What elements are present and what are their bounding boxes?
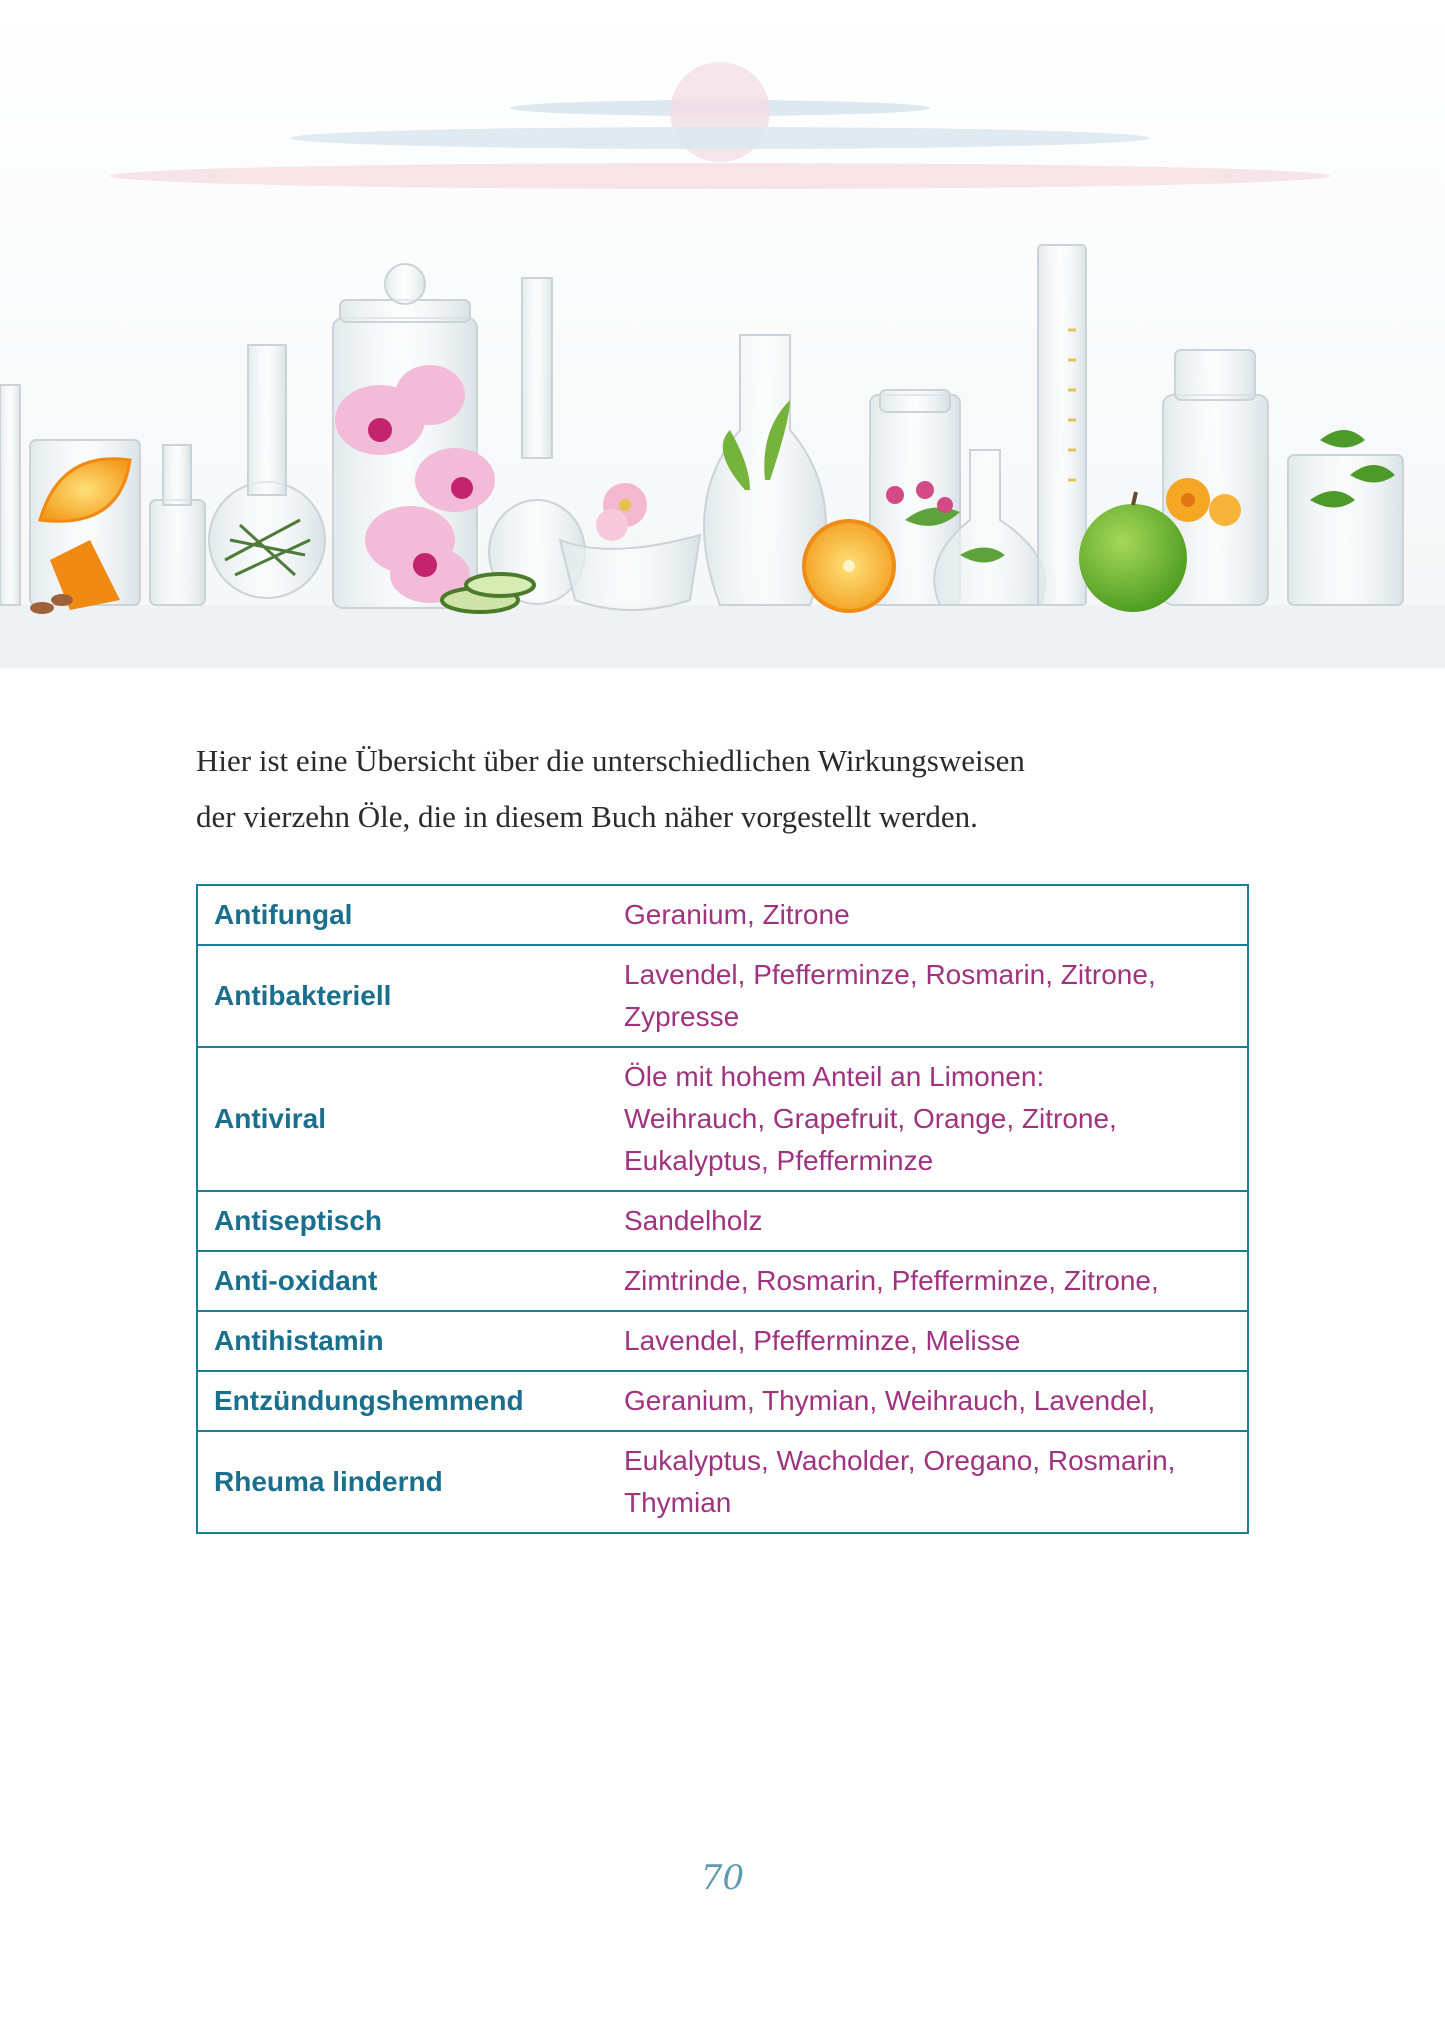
oils-line: Lavendel, Pfefferminze, Rosmarin, Zitrone, — [624, 959, 1156, 990]
table-row — [197, 885, 1248, 945]
intro-line-2: der vierzehn Öle, die in diesem Buch näher vorgestellt werden. — [196, 799, 978, 834]
intro-text — [196, 733, 1296, 845]
oils-cell — [600, 1371, 1248, 1431]
oils-line: Eukalyptus, Wacholder, Oregano, Rosmarin, — [624, 1445, 1176, 1476]
effect-cell: Anti-oxidant — [197, 1251, 600, 1311]
oils-line: Weihrauch, Grapefruit, Orange, Zitrone, — [624, 1103, 1117, 1134]
oils-line: Thymian — [624, 1487, 732, 1518]
oils-cell — [600, 1431, 1248, 1533]
table-row — [197, 1431, 1248, 1533]
effect-cell: Antihistamin — [197, 1311, 600, 1371]
oils-line: Eukalyptus, Pfefferminze — [624, 1145, 934, 1176]
effects-table-body — [197, 885, 1248, 1533]
oils-line: Geranium, Zitrone — [624, 899, 850, 930]
table-row — [197, 1191, 1248, 1251]
page-number: 70 — [700, 1858, 745, 1898]
oils-line: Öle mit hohem Anteil an Limonen: — [624, 1061, 1045, 1092]
effects-table — [196, 884, 1249, 1534]
effect-cell: Antibakteriell — [197, 945, 600, 1047]
intro-line-1: Hier ist eine Übersicht über die unterschiedlichen Wirkungsweisen — [196, 743, 1025, 778]
oils-line: Lavendel, Pfefferminze, Melisse — [624, 1325, 1021, 1356]
table-row — [197, 1251, 1248, 1311]
oils-cell — [600, 1251, 1248, 1311]
oils-cell — [600, 1047, 1248, 1191]
oils-cell — [600, 885, 1248, 945]
table-row — [197, 1311, 1248, 1371]
effect-cell: Entzündungshemmend — [197, 1371, 600, 1431]
table-row — [197, 1047, 1248, 1191]
effect-cell: Antiseptisch — [197, 1191, 600, 1251]
oils-line: Zimtrinde, Rosmarin, Pfefferminze, Zitrone, — [624, 1265, 1159, 1296]
oils-line: Geranium, Thymian, Weihrauch, Lavendel, — [624, 1385, 1156, 1416]
oils-cell — [600, 945, 1248, 1047]
hero-image — [0, 0, 1445, 668]
table-row — [197, 1371, 1248, 1431]
table-row — [197, 945, 1248, 1047]
effect-cell: Antifungal — [197, 885, 600, 945]
oils-line: Sandelholz — [624, 1205, 763, 1236]
oils-cell — [600, 1311, 1248, 1371]
oils-line: Zypresse — [624, 1001, 740, 1032]
oils-cell — [600, 1191, 1248, 1251]
effect-cell: Rheuma lindernd — [197, 1431, 600, 1533]
effect-cell: Antiviral — [197, 1047, 600, 1191]
